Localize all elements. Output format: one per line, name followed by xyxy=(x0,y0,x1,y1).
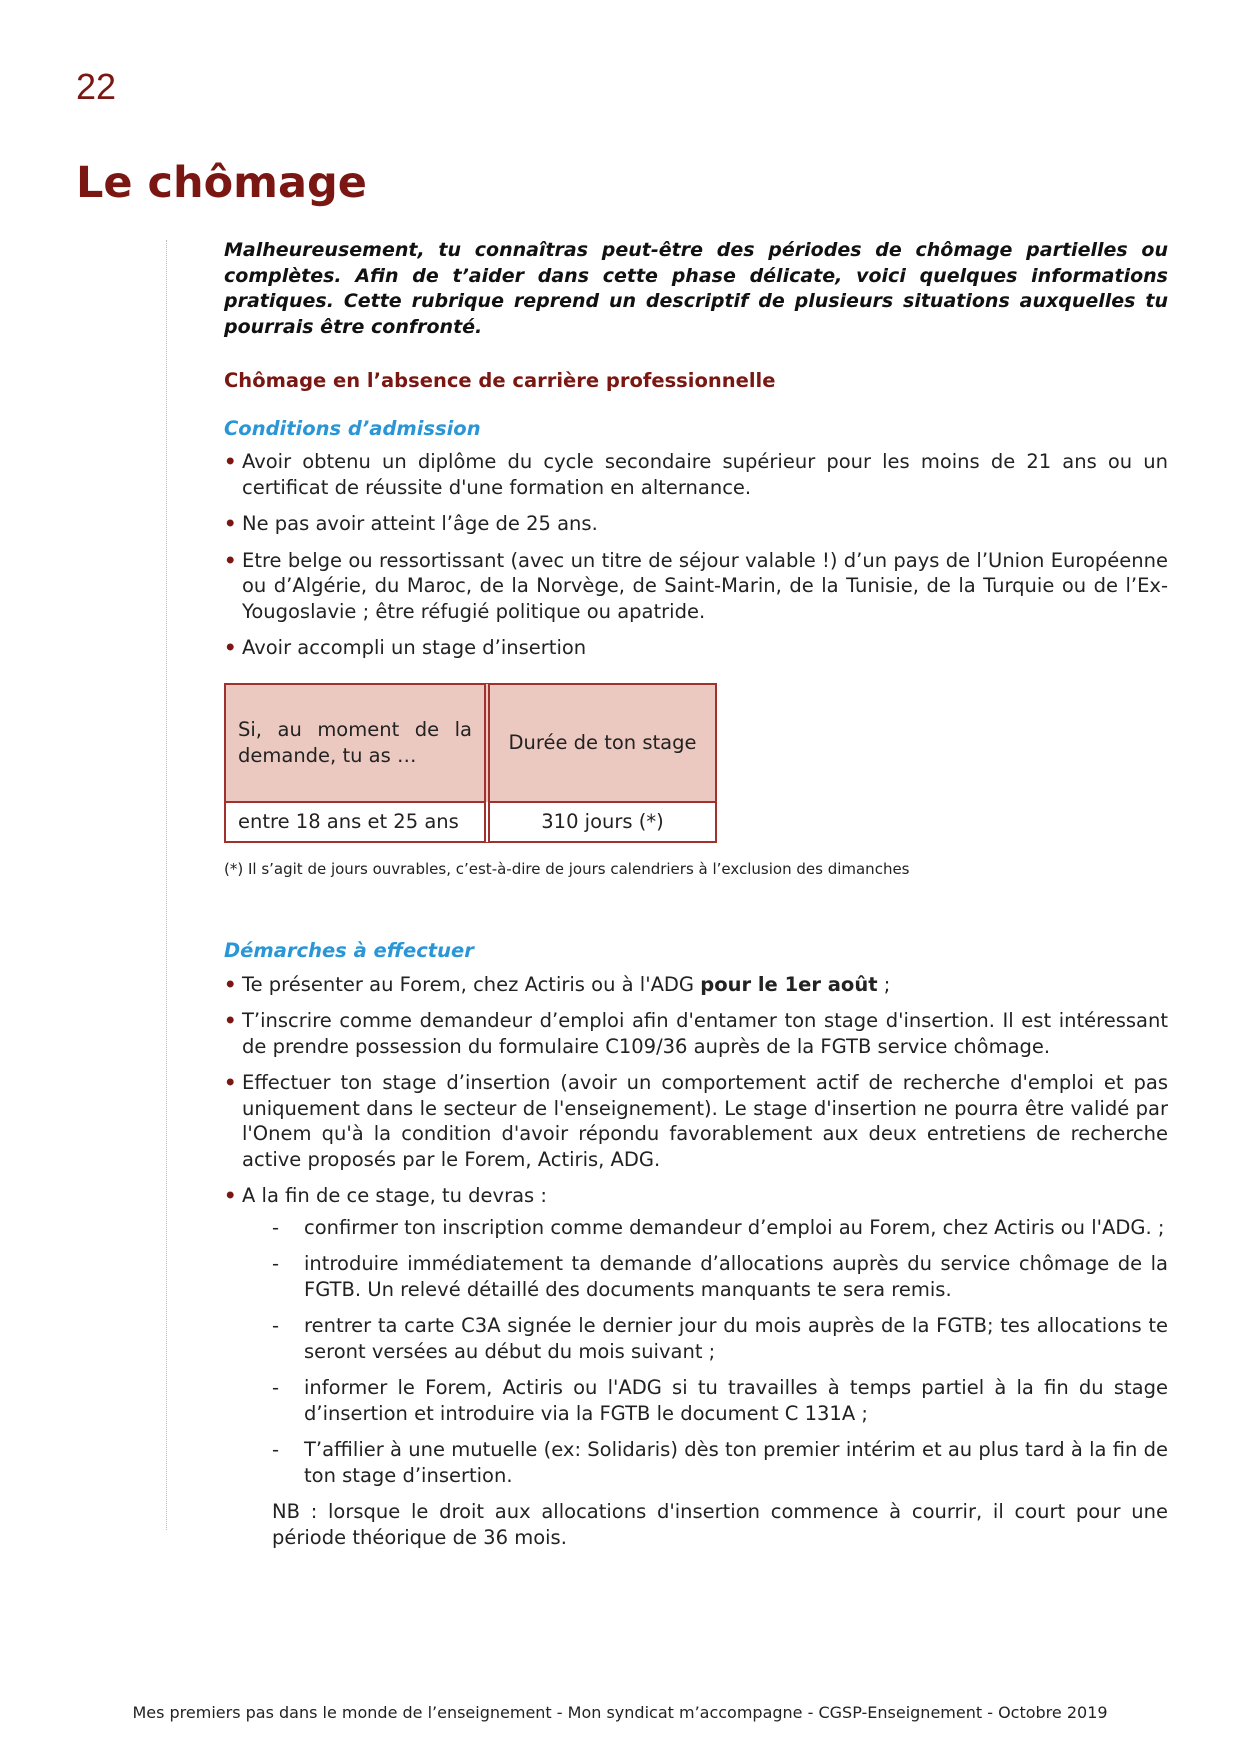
dash-icon: - xyxy=(272,1438,280,1461)
margin-rule xyxy=(166,240,167,1530)
dash-icon: - xyxy=(272,1376,280,1399)
dash-icon: - xyxy=(272,1252,280,1275)
dash-icon: - xyxy=(272,1314,280,1337)
table-header-age: Si, au moment de la demande, tu as … xyxy=(225,684,485,802)
end-of-stage-list xyxy=(224,1215,1168,1489)
list-item-text: A la fin de ce stage, tu devras : xyxy=(242,1184,547,1207)
bullet-icon: • xyxy=(224,1009,237,1032)
list-item-text: Etre belge ou ressortissant (avec un titre de séjour valable !) d’un pays de l’Union Européenne ou d’Algérie, du Maroc, de la Norvège, de Saint-Marin, de la Tunisie, de la Turquie ou de l’Ex-Yougoslavie ; être réfugié politique ou apatride. xyxy=(242,548,1168,623)
list-item-text: confirmer ton inscription comme demandeur d’emploi au Forem, chez Actiris ou l'ADG. ; xyxy=(304,1215,1165,1239)
bullet-icon: • xyxy=(224,1184,237,1207)
table-footnote: (*) Il s’agit de jours ouvrables, c’est-à-dire de jours calendriers à l’exclusion des dimanches xyxy=(224,859,910,878)
list-item-text: T’inscrire comme demandeur d’emploi afin d'entamer ton stage d'insertion. Il est intéressant de prendre possession du formulaire C109/36 auprès de la FGTB service chômage. xyxy=(242,1009,1168,1058)
list-item-text: rentrer ta carte C3A signée le dernier jour du mois auprès de la FGTB; tes allocations te seront versées au début du mois suivant ; xyxy=(304,1314,1168,1363)
list-item-text: Ne pas avoir atteint l’âge de 25 ans. xyxy=(242,512,598,535)
bullet-icon: • xyxy=(224,548,237,572)
list-item-text: introduire immédiatement ta demande d’allocations auprès du service chômage de la FGTB. Un relevé détaillé des documents manquants te sera remis. xyxy=(304,1252,1168,1301)
list-item xyxy=(272,1313,1168,1364)
deadline-text: pour le 1er août xyxy=(700,972,878,996)
conditions-heading: Conditions d’admission xyxy=(224,416,481,440)
list-item xyxy=(272,1251,1168,1302)
section-heading: Chômage en l’absence de carrière professionnelle xyxy=(224,369,776,392)
conditions-list xyxy=(224,449,1168,661)
stage-duration-table xyxy=(224,683,717,843)
demarches-heading: Démarches à effectuer xyxy=(224,939,474,962)
list-item xyxy=(272,1375,1168,1426)
table-row xyxy=(225,802,716,842)
page-number: 22 xyxy=(76,66,117,107)
list-item xyxy=(224,972,1168,998)
list-item xyxy=(224,635,1168,661)
list-item xyxy=(224,449,1168,500)
stage-table-wrapper xyxy=(224,683,1168,843)
list-item xyxy=(224,1008,1168,1059)
list-item-text: Avoir accompli un stage d’insertion xyxy=(242,636,587,659)
list-item-text: Avoir obtenu un diplôme du cycle secondaire supérieur pour les moins de 21 ans ou un certificat de réussite d'une formation en alternance. xyxy=(242,450,1168,499)
bullet-icon: • xyxy=(224,1071,237,1094)
list-item-text: Effectuer ton stage d’insertion (avoir un comportement actif de recherche d'emploi et pas uniquement dans le secteur de l'enseignement). Le stage d'insertion ne pourra être validé par l'Onem qu'à la condition d'avoir répondu favorablement aux deux entretiens de recherche active proposés par le Forem, Actiris, ADG. xyxy=(242,1071,1168,1171)
list-item-text: informer le Forem, Actiris ou l'ADG si tu travailles à temps partiel à la fin du stage d’insertion et introduire via la FGTB le document C 131A ; xyxy=(304,1376,1168,1425)
list-item xyxy=(272,1437,1168,1488)
table-header-duration: Durée de ton stage xyxy=(489,684,716,802)
demarches-list xyxy=(224,972,1168,1209)
bullet-icon: • xyxy=(224,972,237,996)
dash-icon: - xyxy=(272,1215,280,1239)
list-item xyxy=(224,511,1168,537)
list-item xyxy=(224,1070,1168,1172)
intro-paragraph: Malheureusement, tu connaîtras peut-être des périodes de chômage partielles ou complètes. Afin de t’aider dans cette phase délicate, voici quelques informations pratiques. Cette rubrique reprend un descriptif de plusieurs situations auxquelles tu pourrais être confronté. xyxy=(224,239,1168,338)
nb-paragraph: NB : lorsque le droit aux allocations d'insertion commence à courrir, il court pour une période théorique de 36 mois. xyxy=(272,1500,1168,1549)
list-item-suffix: ; xyxy=(877,972,891,996)
bullet-icon: • xyxy=(224,512,237,535)
list-item-text: Te présenter au Forem, chez Actiris ou à l'ADG xyxy=(242,972,701,996)
table-cell-duration: 310 jours (*) xyxy=(489,802,716,842)
table-cell-age: entre 18 ans et 25 ans xyxy=(225,802,485,842)
bullet-icon: • xyxy=(224,450,237,473)
list-item-text: T’affilier à une mutuelle (ex: Solidaris) dès ton premier intérim et au plus tard à la fin de ton stage d’insertion. xyxy=(304,1438,1168,1487)
list-item xyxy=(272,1215,1168,1241)
list-item xyxy=(224,548,1168,625)
bullet-icon: • xyxy=(224,636,237,659)
main-content xyxy=(224,238,1168,1550)
page-footer: Mes premiers pas dans le monde de l’enseignement - Mon syndicat m’accompagne - CGSP-Enseignement - Octobre 2019 xyxy=(132,1703,1108,1722)
table-header-row xyxy=(225,684,716,802)
list-item xyxy=(224,1183,1168,1209)
page-title: Le chômage xyxy=(76,158,367,208)
